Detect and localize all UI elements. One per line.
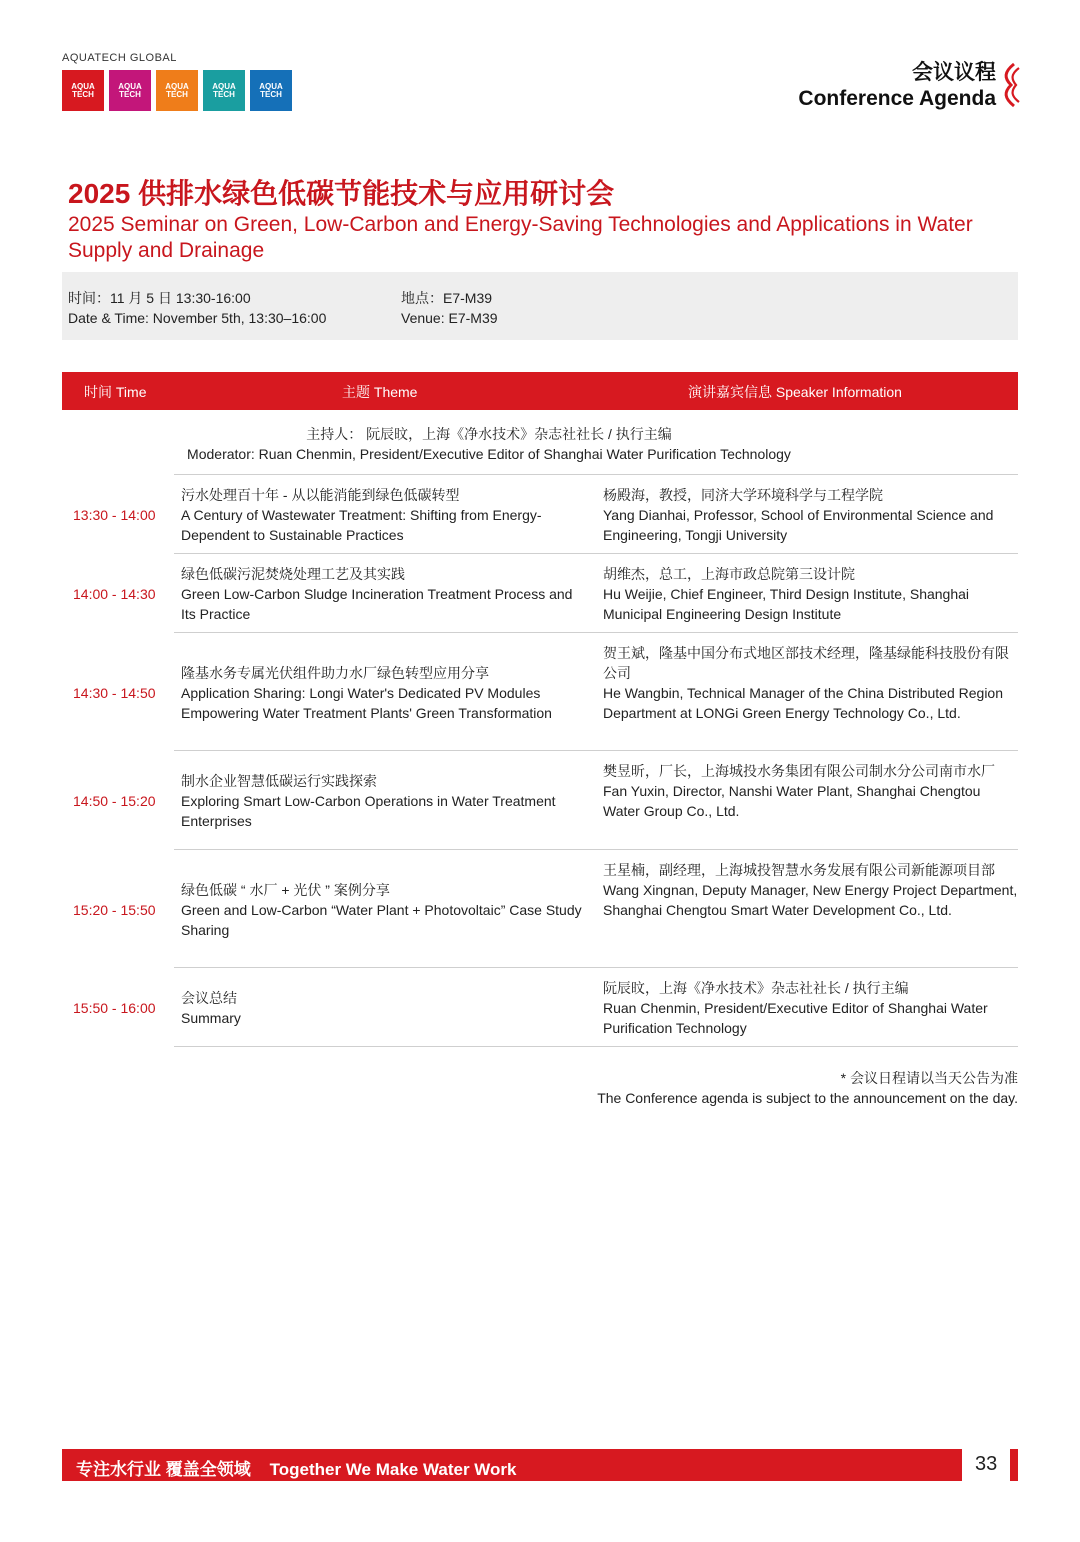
page-number: 33	[975, 1453, 998, 1475]
row-speaker	[603, 564, 1018, 624]
row-theme	[181, 988, 591, 1028]
theme-en: Application Sharing: Longi Water's Dedicated PV Modules Empowering Water Treatment Plants' Green Transformation	[181, 685, 552, 721]
row-divider	[174, 553, 1018, 554]
theme-cn: 绿色低碳污泥焚烧处理工艺及其实践	[181, 566, 405, 582]
note-en: The Conference agenda is subject to the announcement on the day.	[597, 1090, 1018, 1106]
theme-en: Summary	[181, 1010, 241, 1026]
moderator	[174, 424, 804, 464]
venue-en: Venue: E7-M39	[401, 310, 498, 326]
aquatech-logo: AQUA TECH	[156, 70, 198, 111]
header-title-en: Conference Agenda	[798, 87, 996, 110]
time-info	[68, 288, 326, 328]
row-speaker	[603, 485, 1018, 545]
col-time-header: 时间 Time	[84, 384, 147, 400]
row-speaker	[603, 761, 1018, 821]
col-speaker-header: 演讲嘉宾信息 Speaker Information	[688, 384, 902, 400]
theme-en: Green Low-Carbon Sludge Incineration Treatment Process and Its Practice	[181, 586, 573, 622]
speaker-en: Hu Weijie, Chief Engineer, Third Design Institute, Shanghai Municipal Engineering Design Institute	[603, 586, 970, 622]
row-divider	[174, 750, 1018, 751]
theme-en: Green and Low-Carbon “Water Plant + Photovoltaic” Case Study Sharing	[181, 902, 582, 938]
time-en: Date & Time: November 5th, 13:30–16:00	[68, 310, 327, 326]
row-theme	[181, 485, 591, 545]
speaker-cn: 王星楠，副经理，上海城投智慧水务发展有限公司新能源项目部	[603, 862, 995, 878]
speaker-en: Fan Yuxin, Director, Nanshi Water Plant, Shanghai Chengtou Water Group Co., Ltd.	[603, 783, 981, 819]
speaker-cn: 贺王斌，隆基中国分布式地区部技术经理，隆基绿能科技股份有限公司	[603, 645, 1009, 681]
seminar-title-en: 2025 Seminar on Green, Low-Carbon and Energy-Saving Technologies and Applications in Water Supply and Drainage	[68, 213, 973, 262]
footer-slogan: 专注水行业 覆盖全领域 Together We Make Water Work	[76, 1460, 517, 1479]
theme-cn: 隆基水务专属光伏组件助力水厂绿色转型应用分享	[181, 665, 489, 681]
theme-en: Exploring Smart Low-Carbon Operations in Water Treatment Enterprises	[181, 793, 556, 829]
row-divider	[174, 967, 1018, 968]
speaker-en: He Wangbin, Technical Manager of the China Distributed Region Department at LONGi Green Energy Technology Co., Ltd.	[603, 685, 1004, 721]
row-time: 14:30 - 14:50	[73, 685, 156, 701]
row-theme	[181, 564, 591, 624]
section-mark-icon	[1002, 62, 1020, 108]
info-box	[62, 272, 1018, 340]
col-theme-header: 主题 Theme	[342, 384, 418, 400]
theme-en: A Century of Wastewater Treatment: Shifting from Energy-Dependent to Sustainable Practices	[181, 507, 542, 543]
venue-cn: 地点：E7-M39	[401, 290, 493, 306]
row-time: 14:00 - 14:30	[73, 586, 156, 602]
row-theme	[181, 663, 591, 723]
footer-banner	[62, 1449, 962, 1481]
aquatech-logo: AQUA TECH	[203, 70, 245, 111]
agenda-table-header	[62, 372, 1018, 410]
seminar-title-cn: 2025 供排水绿色低碳节能技术与应用研讨会	[68, 178, 615, 209]
row-time: 13:30 - 14:00	[73, 507, 156, 523]
row-time: 15:20 - 15:50	[73, 902, 156, 918]
header-title-cn: 会议议程	[912, 61, 996, 84]
brand-name: AQUATECH GLOBAL	[62, 52, 177, 64]
time-cn: 时间：11 月 5 日 13:30-16:00	[68, 290, 251, 306]
speaker-en: Ruan Chenmin, President/Executive Editor of Shanghai Water Purification Technology	[603, 1000, 988, 1036]
row-time: 15:50 - 16:00	[73, 1000, 156, 1016]
aquatech-logo: AQUA TECH	[109, 70, 151, 111]
row-speaker	[603, 860, 1018, 920]
speaker-cn: 阮辰旼，上海《净水技术》杂志社社长 / 执行主编	[603, 980, 909, 996]
row-theme	[181, 880, 591, 940]
row-divider	[174, 849, 1018, 850]
speaker-en: Yang Dianhai, Professor, School of Environmental Science and Engineering, Tongji University	[603, 507, 994, 543]
row-speaker	[603, 643, 1018, 723]
brand-logos	[62, 70, 292, 111]
row-divider	[174, 632, 1018, 633]
theme-cn: 制水企业智慧低碳运行实践探索	[181, 773, 377, 789]
row-divider	[174, 1046, 1018, 1047]
row-speaker	[603, 978, 1018, 1038]
row-time: 14:50 - 15:20	[73, 793, 156, 809]
aquatech-logo: AQUA TECH	[62, 70, 104, 111]
venue-info	[401, 288, 498, 328]
note-cn: * 会议日程请以当天公告为准	[840, 1070, 1018, 1086]
moderator-en: Moderator: Ruan Chenmin, President/Executive Editor of Shanghai Water Purification Technology	[187, 446, 791, 462]
speaker-en: Wang Xingnan, Deputy Manager, New Energy Project Department, Shanghai Chengtou Smart Water Development Co., Ltd.	[603, 882, 1018, 918]
theme-cn: 绿色低碳 “ 水厂 + 光伏 ” 案例分享	[181, 882, 390, 898]
row-theme	[181, 771, 591, 831]
speaker-cn: 杨殿海，教授，同济大学环境科学与工程学院	[603, 487, 883, 503]
theme-cn: 污水处理百十年 - 从以能消能到绿色低碳转型	[181, 487, 460, 503]
agenda-note	[597, 1068, 1018, 1108]
theme-cn: 会议总结	[181, 990, 237, 1006]
aquatech-logo: AQUA TECH	[250, 70, 292, 111]
speaker-cn: 樊昱昕，厂长，上海城投水务集团有限公司制水分公司南市水厂	[603, 763, 995, 779]
speaker-cn: 胡维杰，总工，上海市政总院第三设计院	[603, 566, 855, 582]
page-number-bar	[1010, 1449, 1018, 1481]
row-divider	[174, 474, 1018, 475]
moderator-cn: 主持人： 阮辰旼，上海《净水技术》杂志社社长 / 执行主编	[306, 426, 672, 442]
page-header	[798, 60, 996, 112]
brand-block	[62, 52, 292, 111]
